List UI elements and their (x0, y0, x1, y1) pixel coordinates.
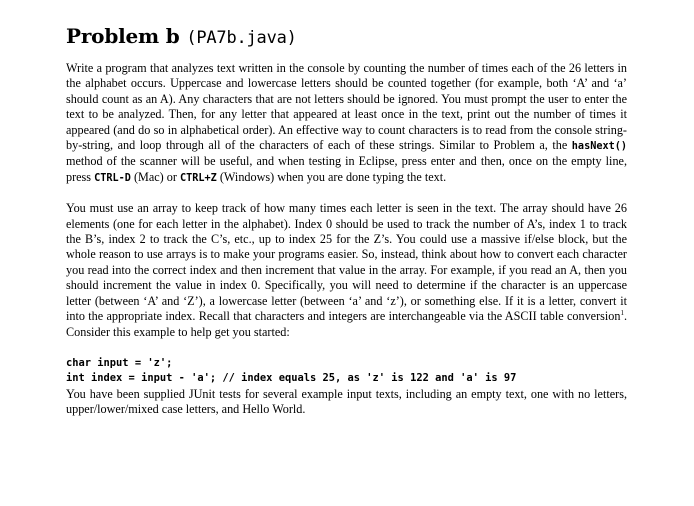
inline-code-hasnext: hasNext() (571, 141, 627, 153)
instructions-text-3: (Mac) or (130, 169, 180, 184)
junit-text: You have been supplied JUnit tests for several example input texts, including an empty text, one with no letters, upper/lower/mixed case letters, and Hello World. (66, 386, 627, 417)
inline-code-ctrl-d: CTRL-D (94, 172, 131, 184)
array-text-tail: . Consider this example to help get you started: (66, 309, 627, 339)
code-example (66, 356, 627, 387)
document-page (66, 22, 627, 418)
inline-code-ctrl-z: CTRL+Z (180, 172, 217, 184)
instructions-text-4: (Windows) when you are done typing the text. (216, 169, 447, 184)
problem-heading (66, 22, 627, 52)
instructions-paragraph (66, 61, 627, 186)
instructions-text-2: method of the scanner will be useful, and when testing in Eclipse, press enter and then, once on the empty line, press (66, 154, 627, 184)
instructions-text-1: Write a program that analyzes text written in the console by counting the number of times each of the 26 letters in the alphabet occurs. Uppercase and lowercase letters should be counted together (for example, both ‘A’ and ‘a’ should count as an A). Any characters that are not letters should be ignored. You must prompt the user to enter the text to be analyzed. Then, for any letter that appeared at least once in the text, print out the number of times it appeared (and do so in alphabetical order). An effective way to count characters is to read from the console string-by-string, and loop through all of the characters of each of these strings. Similar to Problem a, the (66, 61, 627, 153)
problem-filename: (PA7b.java) (186, 28, 297, 48)
footnote-marker: 1 (620, 309, 624, 318)
junit-paragraph (66, 387, 627, 418)
code-line-2: int index = input - 'a'; // index equals 25, as 'z' is 122 and 'a' is 97 (66, 372, 517, 385)
problem-title: Problem b (66, 24, 180, 48)
array-paragraph (66, 201, 627, 340)
array-text: You must use an array to keep track of how many times each letter is seen in the text. The array should have 26 elements (one for each letter in the alphabet). Index 0 should be used to track the number of A’s, index 1 to track the B’s, index 2 to track the C’s, etc., up to index 25 for the Z’s. You could use a massive if/else block, but the whole reason to use arrays is to make your programs easier. So, instead, think about how to convert each character you read into the correct index and then increment that value in the array. For example, if you read an A, then you should increment the value in index 0. Specifically, you will need to determine if the character is an uppercase letter (between ‘A’ and ‘Z’), a lowercase letter (between ‘a’ and ‘z’), or something else. If it is a letter, convert it into the appropriate index. Recall that characters and integers are interchangeable via the ASCII table conversion (66, 201, 627, 324)
code-line-1: char input = 'z'; (66, 356, 173, 369)
